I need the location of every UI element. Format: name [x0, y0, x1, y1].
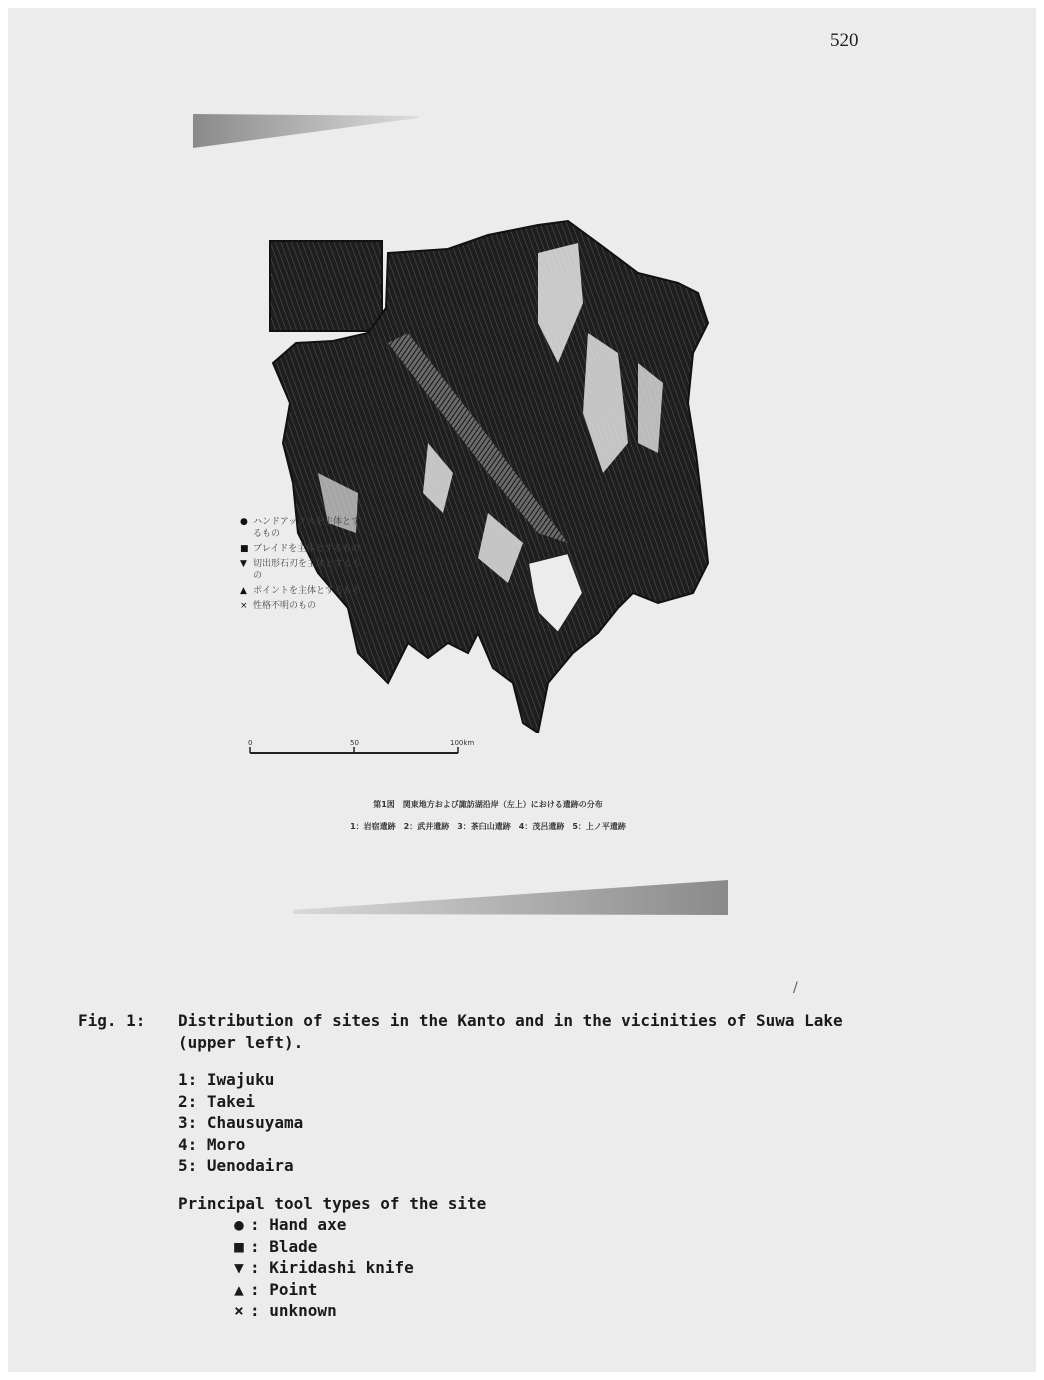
unknown-symbol-icon: ×	[234, 1301, 244, 1320]
bottom-photocopy-smudge	[293, 880, 733, 920]
hand-axe-symbol-icon: ●	[234, 1215, 244, 1234]
tool-item	[228, 1257, 958, 1279]
legend-text: 性格不明のもの	[253, 601, 317, 611]
scale-tick-0: 0	[248, 739, 253, 747]
tool-label: : Blade	[250, 1236, 318, 1256]
legend-item	[240, 558, 370, 582]
figure-title: Distribution of sites in the Kanto and in the vicinities of Suwa Lake (upper left).	[178, 1011, 843, 1052]
figure-label: Fig. 1:	[78, 1011, 146, 1030]
point-symbol-icon: ▲	[234, 1279, 244, 1299]
tool-item	[228, 1236, 958, 1258]
legend-text: ポイントを主体とするもの	[253, 586, 362, 596]
legend-item	[240, 600, 370, 612]
legend-text: ブレイドを主体とするもの	[253, 544, 361, 554]
tool-label: : unknown	[250, 1301, 337, 1320]
tool-list	[228, 1214, 958, 1322]
legend-text: ハンドアックスを主体とするもの	[253, 517, 361, 539]
site-item: 4: Moro	[178, 1134, 246, 1154]
legend-symbol: ■	[240, 544, 249, 554]
tool-label: : Hand axe	[250, 1215, 347, 1234]
caption-jp-line-1: 第1図 関東地方および諏訪湖沿岸（左上）における遺跡の分布	[373, 800, 603, 809]
tool-label: : Point	[250, 1279, 318, 1299]
legend-symbol: ●	[240, 517, 248, 527]
figure-caption-japanese	[258, 794, 718, 838]
legend-item	[240, 585, 370, 597]
tools-heading: Principal tool types of the site	[178, 1193, 487, 1213]
blade-symbol-icon: ■	[234, 1236, 244, 1256]
legend-item	[240, 516, 370, 540]
tool-item	[228, 1300, 958, 1322]
tool-item	[228, 1214, 958, 1236]
kiridashi-symbol-icon: ▼	[234, 1258, 244, 1277]
legend-symbol: ▼	[240, 559, 247, 569]
site-item: 3: Chausuyama	[178, 1113, 304, 1132]
caption-jp-line-2: 1：岩宿遺跡 2：武井遺跡 3：茶臼山遺跡 4：茂呂遺跡 5：上ノ平遺跡	[350, 822, 626, 831]
legend-symbol: ▲	[240, 586, 247, 596]
stray-mark: /	[793, 980, 798, 996]
suwa-inset-map	[270, 241, 382, 331]
figure-caption-english	[78, 1010, 958, 1322]
scale-tick-100: 100km	[450, 739, 475, 747]
page-number: 520	[830, 30, 859, 51]
site-item: 2: Takei	[178, 1091, 256, 1111]
legend-item	[240, 543, 370, 555]
tool-item	[228, 1279, 958, 1301]
site-list	[178, 1069, 958, 1177]
scanned-page	[8, 8, 1036, 1372]
scale-tick-50: 50	[350, 739, 359, 747]
figure-title-line	[78, 1010, 958, 1053]
legend-symbol: ×	[240, 601, 248, 611]
top-photocopy-smudge	[193, 110, 423, 150]
map-legend	[240, 516, 370, 615]
site-item: 5: Uenodaira	[178, 1156, 294, 1175]
site-item: 1: Iwajuku	[178, 1070, 275, 1089]
kanto-map	[238, 213, 728, 733]
legend-text: 切出形石刃を主体とするもの	[253, 559, 362, 581]
tool-label: : Kiridashi knife	[250, 1258, 414, 1277]
